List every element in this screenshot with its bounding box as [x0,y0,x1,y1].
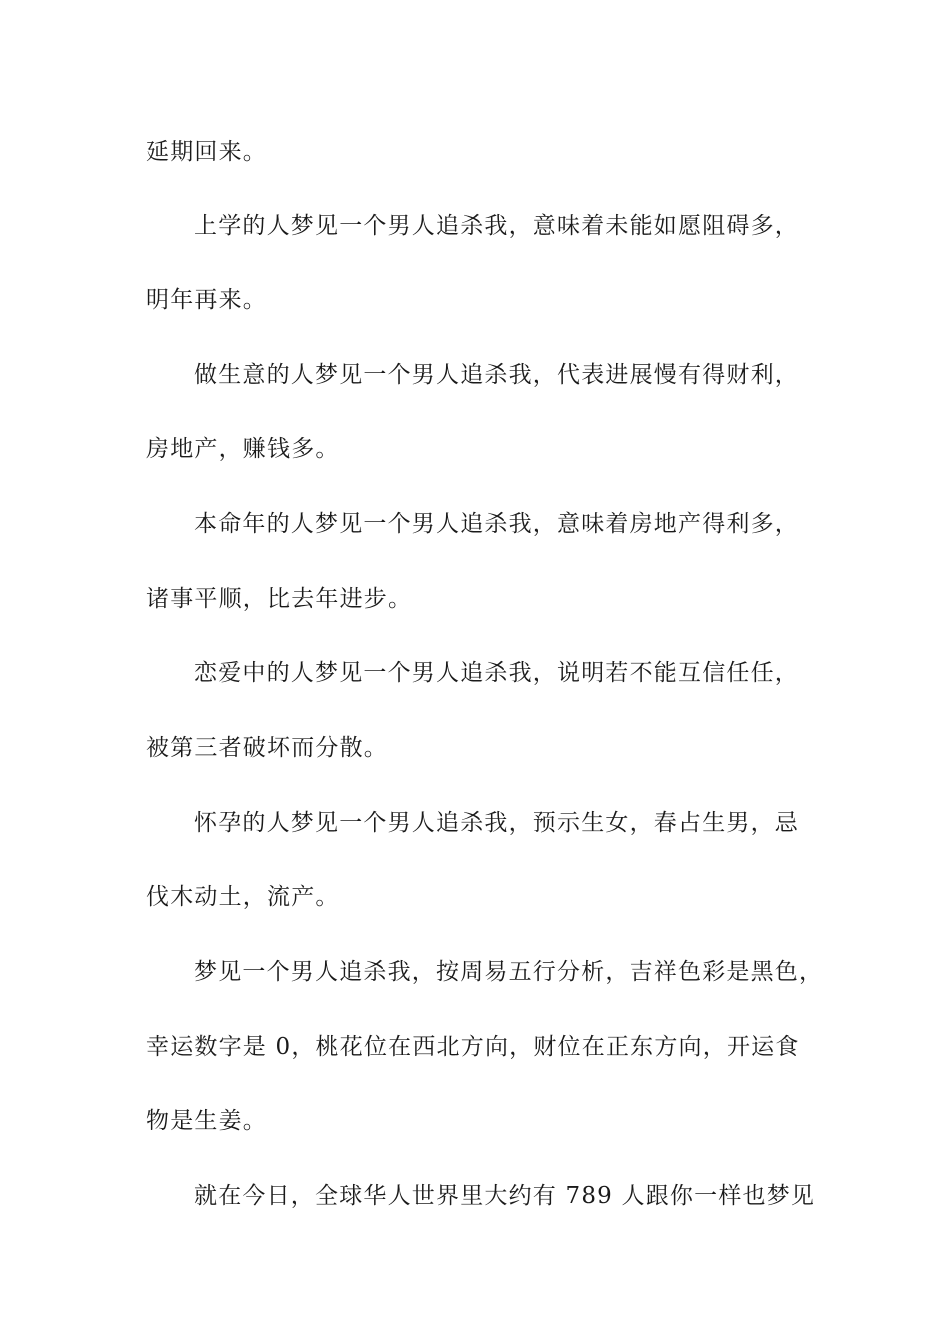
text-line: 幸运数字是 0，桃花位在西北方向，财位在正东方向，开运食 [146,1034,800,1060]
text-line: 房地产，赚钱多。 [146,436,340,462]
paragraph-first-line: 上学的人梦见一个男人追杀我，意味着未能如愿阻碍多， [194,213,799,239]
text-line: 被第三者破坏而分散。 [146,735,388,761]
text-line: 诸事平顺，比去年进步。 [146,586,413,612]
paragraph-first-line: 做生意的人梦见一个男人追杀我，代表进展慢有得财利， [194,362,799,388]
paragraph-first-line: 怀孕的人梦见一个男人追杀我，预示生女，春占生男，忌 [194,810,799,836]
text-line: 物是生姜。 [146,1108,267,1134]
text-line: 延期回来。 [146,139,267,165]
paragraph-first-line: 就在今日，全球华人世界里大约有 789 人跟你一样也梦见 [194,1183,816,1209]
paragraph-first-line: 梦见一个男人追杀我，按周易五行分析，吉祥色彩是黑色， [194,959,824,985]
text-line: 明年再来。 [146,287,267,313]
text-line: 伐木动土，流产。 [146,884,340,910]
paragraph-first-line: 本命年的人梦见一个男人追杀我，意味着房地产得利多， [194,511,799,537]
paragraph-first-line: 恋爱中的人梦见一个男人追杀我，说明若不能互信任任， [194,660,799,686]
